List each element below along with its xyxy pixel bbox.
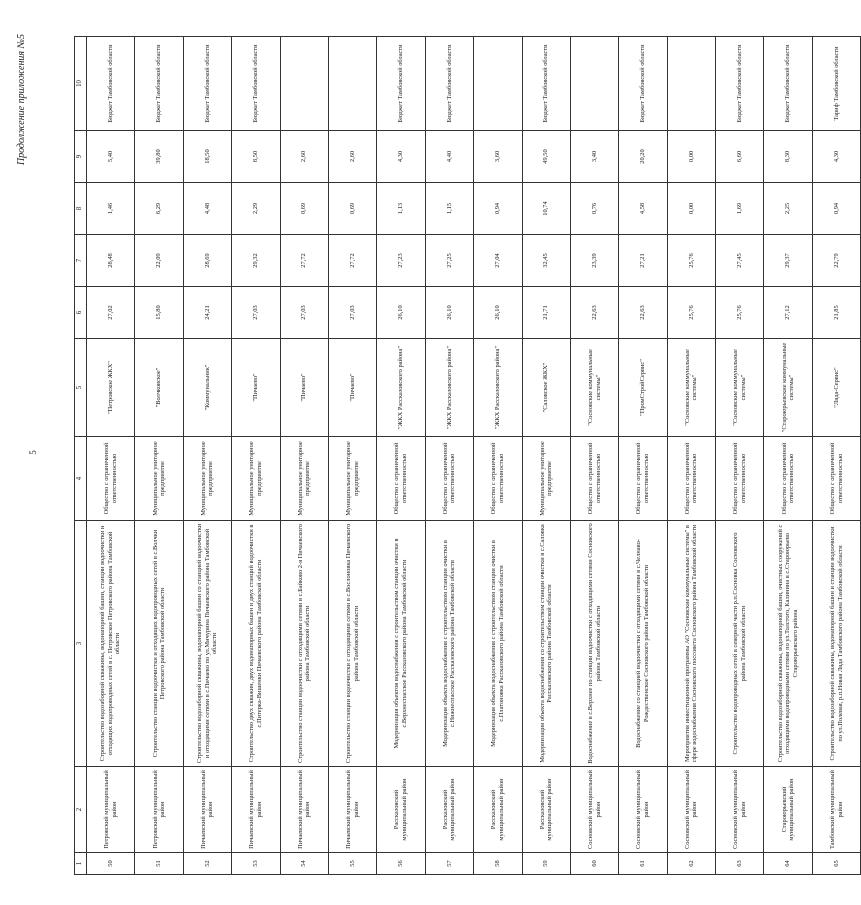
legal-form: Общество с ограниченной ответственностью <box>716 437 764 521</box>
appendix-label: Продолжение приложения №5 <box>16 34 27 166</box>
table-row <box>87 37 135 875</box>
table-body <box>87 37 861 875</box>
legal-form: Муниципальное унитарное предприятие <box>135 437 183 521</box>
value-cell: 1,69 <box>716 183 764 235</box>
value-cell: 27,12 <box>764 287 812 339</box>
funding-source <box>328 37 376 131</box>
value-cell: 4,40 <box>425 131 473 183</box>
row-number: 58 <box>474 853 522 875</box>
value-cell: 20,20 <box>619 131 667 183</box>
value-cell: 8,30 <box>764 131 812 183</box>
work-description: Модернизация объектов водоснабжения с строительством станции очистки в с.Верхнеспасское Рассказовского района Тамбовской области <box>377 521 425 767</box>
row-number: 53 <box>232 853 280 875</box>
value-cell: 25,76 <box>667 287 715 339</box>
work-description: Водоснабжение в с.Верхнее по станции водоочистки с отходящими сетями Сосновского района Тамбовской области <box>570 521 618 767</box>
value-cell: 24,21 <box>183 287 231 339</box>
column-header: 9 <box>75 131 87 183</box>
organization-name: "Пичаево" <box>328 339 376 437</box>
work-description: Мероприятия инвестиционной программы АО "Сосновские коммунальные системы" в сфере водоснабжения Сосновского поссовета Сосновского района Тамбовской области <box>667 521 715 767</box>
legal-form: Общество с ограниченной ответственностью <box>474 437 522 521</box>
organization-name: "Пичаево" <box>232 339 280 437</box>
value-cell: 27,25 <box>425 235 473 287</box>
value-cell: 27,03 <box>280 287 328 339</box>
funding-source: Бюджет Тамбовской области <box>619 37 667 131</box>
funding-source <box>570 37 618 131</box>
value-cell: 27,21 <box>619 235 667 287</box>
value-cell: 0,00 <box>667 131 715 183</box>
value-cell: 21,71 <box>522 287 570 339</box>
table-row <box>570 37 618 875</box>
table-row <box>812 37 860 875</box>
value-cell: 3,40 <box>570 131 618 183</box>
value-cell: 0,94 <box>474 183 522 235</box>
value-cell: 27,72 <box>328 235 376 287</box>
row-number: 64 <box>764 853 812 875</box>
organization-name: "Пичаево" <box>280 339 328 437</box>
value-cell: 4,48 <box>183 183 231 235</box>
value-cell: 2,29 <box>232 183 280 235</box>
work-description: Строительство водозаборной скважины, водонапорной башни со станцией водоочистки и отходящими сетями в с.Пичаево по ул.Мичурина Пичаевского района Тамбовской области <box>183 521 231 767</box>
organization-name: "Сосновские коммунальные системы" <box>716 339 764 437</box>
municipal-district: Тамбовский муниципальный район <box>812 767 860 853</box>
table-row <box>522 37 570 875</box>
value-cell: 4,30 <box>812 131 860 183</box>
value-cell: 6,60 <box>716 131 764 183</box>
value-cell: 15,80 <box>135 287 183 339</box>
work-description: Строительство двух скважин, двух водонапорных башен и двух станций водоочистки в с.Питерка-Вишенки Пичаевского района Тамбовской области <box>232 521 280 767</box>
funding-source <box>667 37 715 131</box>
funding-source: Бюджет Тамбовской области <box>377 37 425 131</box>
column-header: 1 <box>75 853 87 875</box>
value-cell: 2,25 <box>764 183 812 235</box>
legal-form: Общество с ограниченной ответственностью <box>764 437 812 521</box>
funding-source <box>280 37 328 131</box>
municipal-district: Сосновский муниципальный район <box>570 767 618 853</box>
value-cell: 26,10 <box>377 287 425 339</box>
value-cell: 32,45 <box>522 235 570 287</box>
table-row <box>280 37 328 875</box>
municipal-district: Петровский муниципальный район <box>87 767 135 853</box>
legal-form: Общество с ограниченной ответственностью <box>619 437 667 521</box>
work-description: Модернизация объекта водоснабжения со строительством станции очистки в с.Саловка Рассказовского района Тамбовской области <box>522 521 570 767</box>
row-number: 62 <box>667 853 715 875</box>
value-cell: 23,39 <box>570 235 618 287</box>
work-description: Строительство водозаборной скважины, водонапорной башни, станции водоочистки и отходящих водопроводных сетей в с. Петровское Петровского района Тамбовской области <box>87 521 135 767</box>
table-row <box>183 37 231 875</box>
work-description: Водоснабжение со станцией водоочистки с отходящими сетями в с.Челнаво-Рождественское Сосновского района Тамбовской области <box>619 521 667 767</box>
row-number: 57 <box>425 853 473 875</box>
page-number: 5 <box>28 450 38 455</box>
column-header: 4 <box>75 437 87 521</box>
value-cell: 0,94 <box>812 183 860 235</box>
value-cell: 5,40 <box>87 131 135 183</box>
value-cell: 6,29 <box>135 183 183 235</box>
organization-name: "Сосновские коммунальные системы" <box>667 339 715 437</box>
legal-form: Общество с ограниченной ответственностью <box>570 437 618 521</box>
row-number: 50 <box>87 853 135 875</box>
municipal-district: Староюрьевский муниципальный район <box>764 767 812 853</box>
municipal-district: Сосновский муниципальный район <box>619 767 667 853</box>
row-number: 61 <box>619 853 667 875</box>
value-cell: 27,23 <box>377 235 425 287</box>
row-number: 51 <box>135 853 183 875</box>
work-description: Строительство водозаборной скважины, водонапорной башни и станции водоочистки по ул.Полевая, р.п.Новая Ляда Тамбовского района Тамбовской области <box>812 521 860 767</box>
municipal-district: Сосновский муниципальный район <box>667 767 715 853</box>
value-cell: 3,60 <box>474 131 522 183</box>
funding-source: Бюджет Тамбовской области <box>87 37 135 131</box>
column-header: 5 <box>75 339 87 437</box>
value-cell: 29,37 <box>764 235 812 287</box>
row-number: 60 <box>570 853 618 875</box>
work-description: Модернизация объекта водоснабжения с строительством станции очистки в с.Платоновка Рассказовского района Тамбовской области <box>474 521 522 767</box>
value-cell: 22,09 <box>135 235 183 287</box>
table-row <box>764 37 812 875</box>
organization-name: "Ляда-Сервис" <box>812 339 860 437</box>
row-number: 54 <box>280 853 328 875</box>
funding-source: Бюджет Тамбовской области <box>183 37 231 131</box>
table-row <box>619 37 667 875</box>
funding-source: Бюджет Тамбовской области <box>522 37 570 131</box>
column-header: 2 <box>75 767 87 853</box>
value-cell: 18,50 <box>183 131 231 183</box>
value-cell: 27,45 <box>716 235 764 287</box>
table-row <box>232 37 280 875</box>
organization-name: "ЖКХ Рассказовского района" <box>474 339 522 437</box>
legal-form: Общество с ограниченной ответственностью <box>425 437 473 521</box>
column-header: 8 <box>75 183 87 235</box>
municipal-district: Пичаевский муниципальный район <box>280 767 328 853</box>
municipal-district: Пичаевский муниципальный район <box>232 767 280 853</box>
work-description: Модернизация объекта водоснабжения с строительством станции очистки в с.Нижнеспасское Рассказовского района Тамбовской области <box>425 521 473 767</box>
organization-name: "Петровское ЖКХ" <box>87 339 135 437</box>
organization-name: "Саловское ЖКХ" <box>522 339 570 437</box>
table-row <box>377 37 425 875</box>
organization-name: "Сосновские коммунальные системы" <box>570 339 618 437</box>
value-cell: 22,79 <box>812 235 860 287</box>
value-cell: 27,03 <box>328 287 376 339</box>
work-description: Строительство станции водоочистки с отходящими сетями в с.Вослоновка Пичаевского района Тамбовской области <box>328 521 376 767</box>
row-number: 65 <box>812 853 860 875</box>
table-row <box>135 37 183 875</box>
table-row <box>474 37 522 875</box>
value-cell: 27,72 <box>280 235 328 287</box>
municipal-district: Рассказовский муниципальный район <box>522 767 570 853</box>
organization-name: "ЖКХ Рассказовского района" <box>425 339 473 437</box>
municipal-district: Пичаевский муниципальный район <box>328 767 376 853</box>
organization-name: "ЖКХ Рассказовского района" <box>377 339 425 437</box>
value-cell: 2,60 <box>328 131 376 183</box>
value-cell: 26,10 <box>425 287 473 339</box>
municipal-district: Рассказовский муниципальный район <box>377 767 425 853</box>
value-cell: 0,76 <box>570 183 618 235</box>
value-cell: 21,85 <box>812 287 860 339</box>
value-cell: 28,48 <box>87 235 135 287</box>
value-cell: 1,13 <box>377 183 425 235</box>
value-cell: 22,63 <box>619 287 667 339</box>
municipal-district: Сосновский муниципальный район <box>716 767 764 853</box>
organization-name: "Волчковское" <box>135 339 183 437</box>
funding-source: Бюджет Тамбовской области <box>716 37 764 131</box>
municipal-district: Петровский муниципальный район <box>135 767 183 853</box>
value-cell: 4,58 <box>619 183 667 235</box>
legal-form: Общество с ограниченной ответственностью <box>812 437 860 521</box>
municipal-district: Рассказовский муниципальный район <box>425 767 473 853</box>
value-cell: 25,76 <box>716 287 764 339</box>
funding-source: Тариф Тамбовской области <box>812 37 860 131</box>
legal-form: Муниципальное унитарное предприятие <box>522 437 570 521</box>
funding-source: Бюджет Тамбовской области <box>425 37 473 131</box>
legal-form: Муниципальное унитарное предприятие <box>183 437 231 521</box>
value-cell: 0,69 <box>328 183 376 235</box>
work-description: Строительство станции водоочистки с отходящими сетями в с.Байково 2-я Пичаевского района Тамбовской области <box>280 521 328 767</box>
value-cell: 27,04 <box>474 235 522 287</box>
funding-source: Бюджет Тамбовской области <box>135 37 183 131</box>
value-cell: 27,03 <box>232 287 280 339</box>
organization-name: "ПромСтройСервис" <box>619 339 667 437</box>
work-description: Строительство водозаборной скважины, водонапорной башни, очистных сооружений с отходящими водопроводными сетями по ул.Толстого, Калинина в с.Староюрьево Староюрьевского района <box>764 521 812 767</box>
investment-table <box>74 36 861 875</box>
row-number: 56 <box>377 853 425 875</box>
value-cell: 2,60 <box>280 131 328 183</box>
value-cell: 0,00 <box>667 183 715 235</box>
organization-name: "Староюрьевские коммунальные системы" <box>764 339 812 437</box>
funding-source: Бюджет Тамбовской области <box>764 37 812 131</box>
value-cell: 1,46 <box>87 183 135 235</box>
legal-form: Общество с ограниченной ответственностью <box>377 437 425 521</box>
table-header-row <box>75 37 87 875</box>
value-cell: 25,76 <box>667 235 715 287</box>
column-header: 7 <box>75 235 87 287</box>
value-cell: 0,69 <box>280 183 328 235</box>
row-number: 55 <box>328 853 376 875</box>
column-header: 3 <box>75 521 87 767</box>
row-number: 59 <box>522 853 570 875</box>
value-cell: 10,74 <box>522 183 570 235</box>
value-cell: 26,10 <box>474 287 522 339</box>
table-row <box>328 37 376 875</box>
funding-source: Бюджет Тамбовской области <box>232 37 280 131</box>
value-cell: 1,15 <box>425 183 473 235</box>
value-cell: 39,80 <box>135 131 183 183</box>
municipal-district: Пичаевский муниципальный район <box>183 767 231 853</box>
value-cell: 27,02 <box>87 287 135 339</box>
legal-form: Общество с ограниченной ответственностью <box>87 437 135 521</box>
value-cell: 4,30 <box>377 131 425 183</box>
column-header: 10 <box>75 37 87 131</box>
value-cell: 22,63 <box>570 287 618 339</box>
table-row <box>667 37 715 875</box>
organization-name: "Коммунальник" <box>183 339 231 437</box>
row-number: 63 <box>716 853 764 875</box>
funding-source <box>474 37 522 131</box>
legal-form: Общество с ограниченной ответственностью <box>667 437 715 521</box>
table-row <box>425 37 473 875</box>
column-header: 6 <box>75 287 87 339</box>
legal-form: Муниципальное унитарное предприятие <box>232 437 280 521</box>
work-description: Строительство станции водоочистки и отходящих водопроводных сетей в с.Волчки Петровского района Тамбовской области <box>135 521 183 767</box>
value-cell: 8,50 <box>232 131 280 183</box>
work-description: Строительство водопроводных сетей в северной части р.п.Сосновка Сосновского района Тамбовской области <box>716 521 764 767</box>
table-row <box>716 37 764 875</box>
legal-form: Муниципальное унитарное предприятие <box>328 437 376 521</box>
municipal-district: Рассказовский муниципальный район <box>474 767 522 853</box>
value-cell: 49,50 <box>522 131 570 183</box>
legal-form: Муниципальное унитарное предприятие <box>280 437 328 521</box>
value-cell: 29,32 <box>232 235 280 287</box>
value-cell: 28,69 <box>183 235 231 287</box>
row-number: 52 <box>183 853 231 875</box>
